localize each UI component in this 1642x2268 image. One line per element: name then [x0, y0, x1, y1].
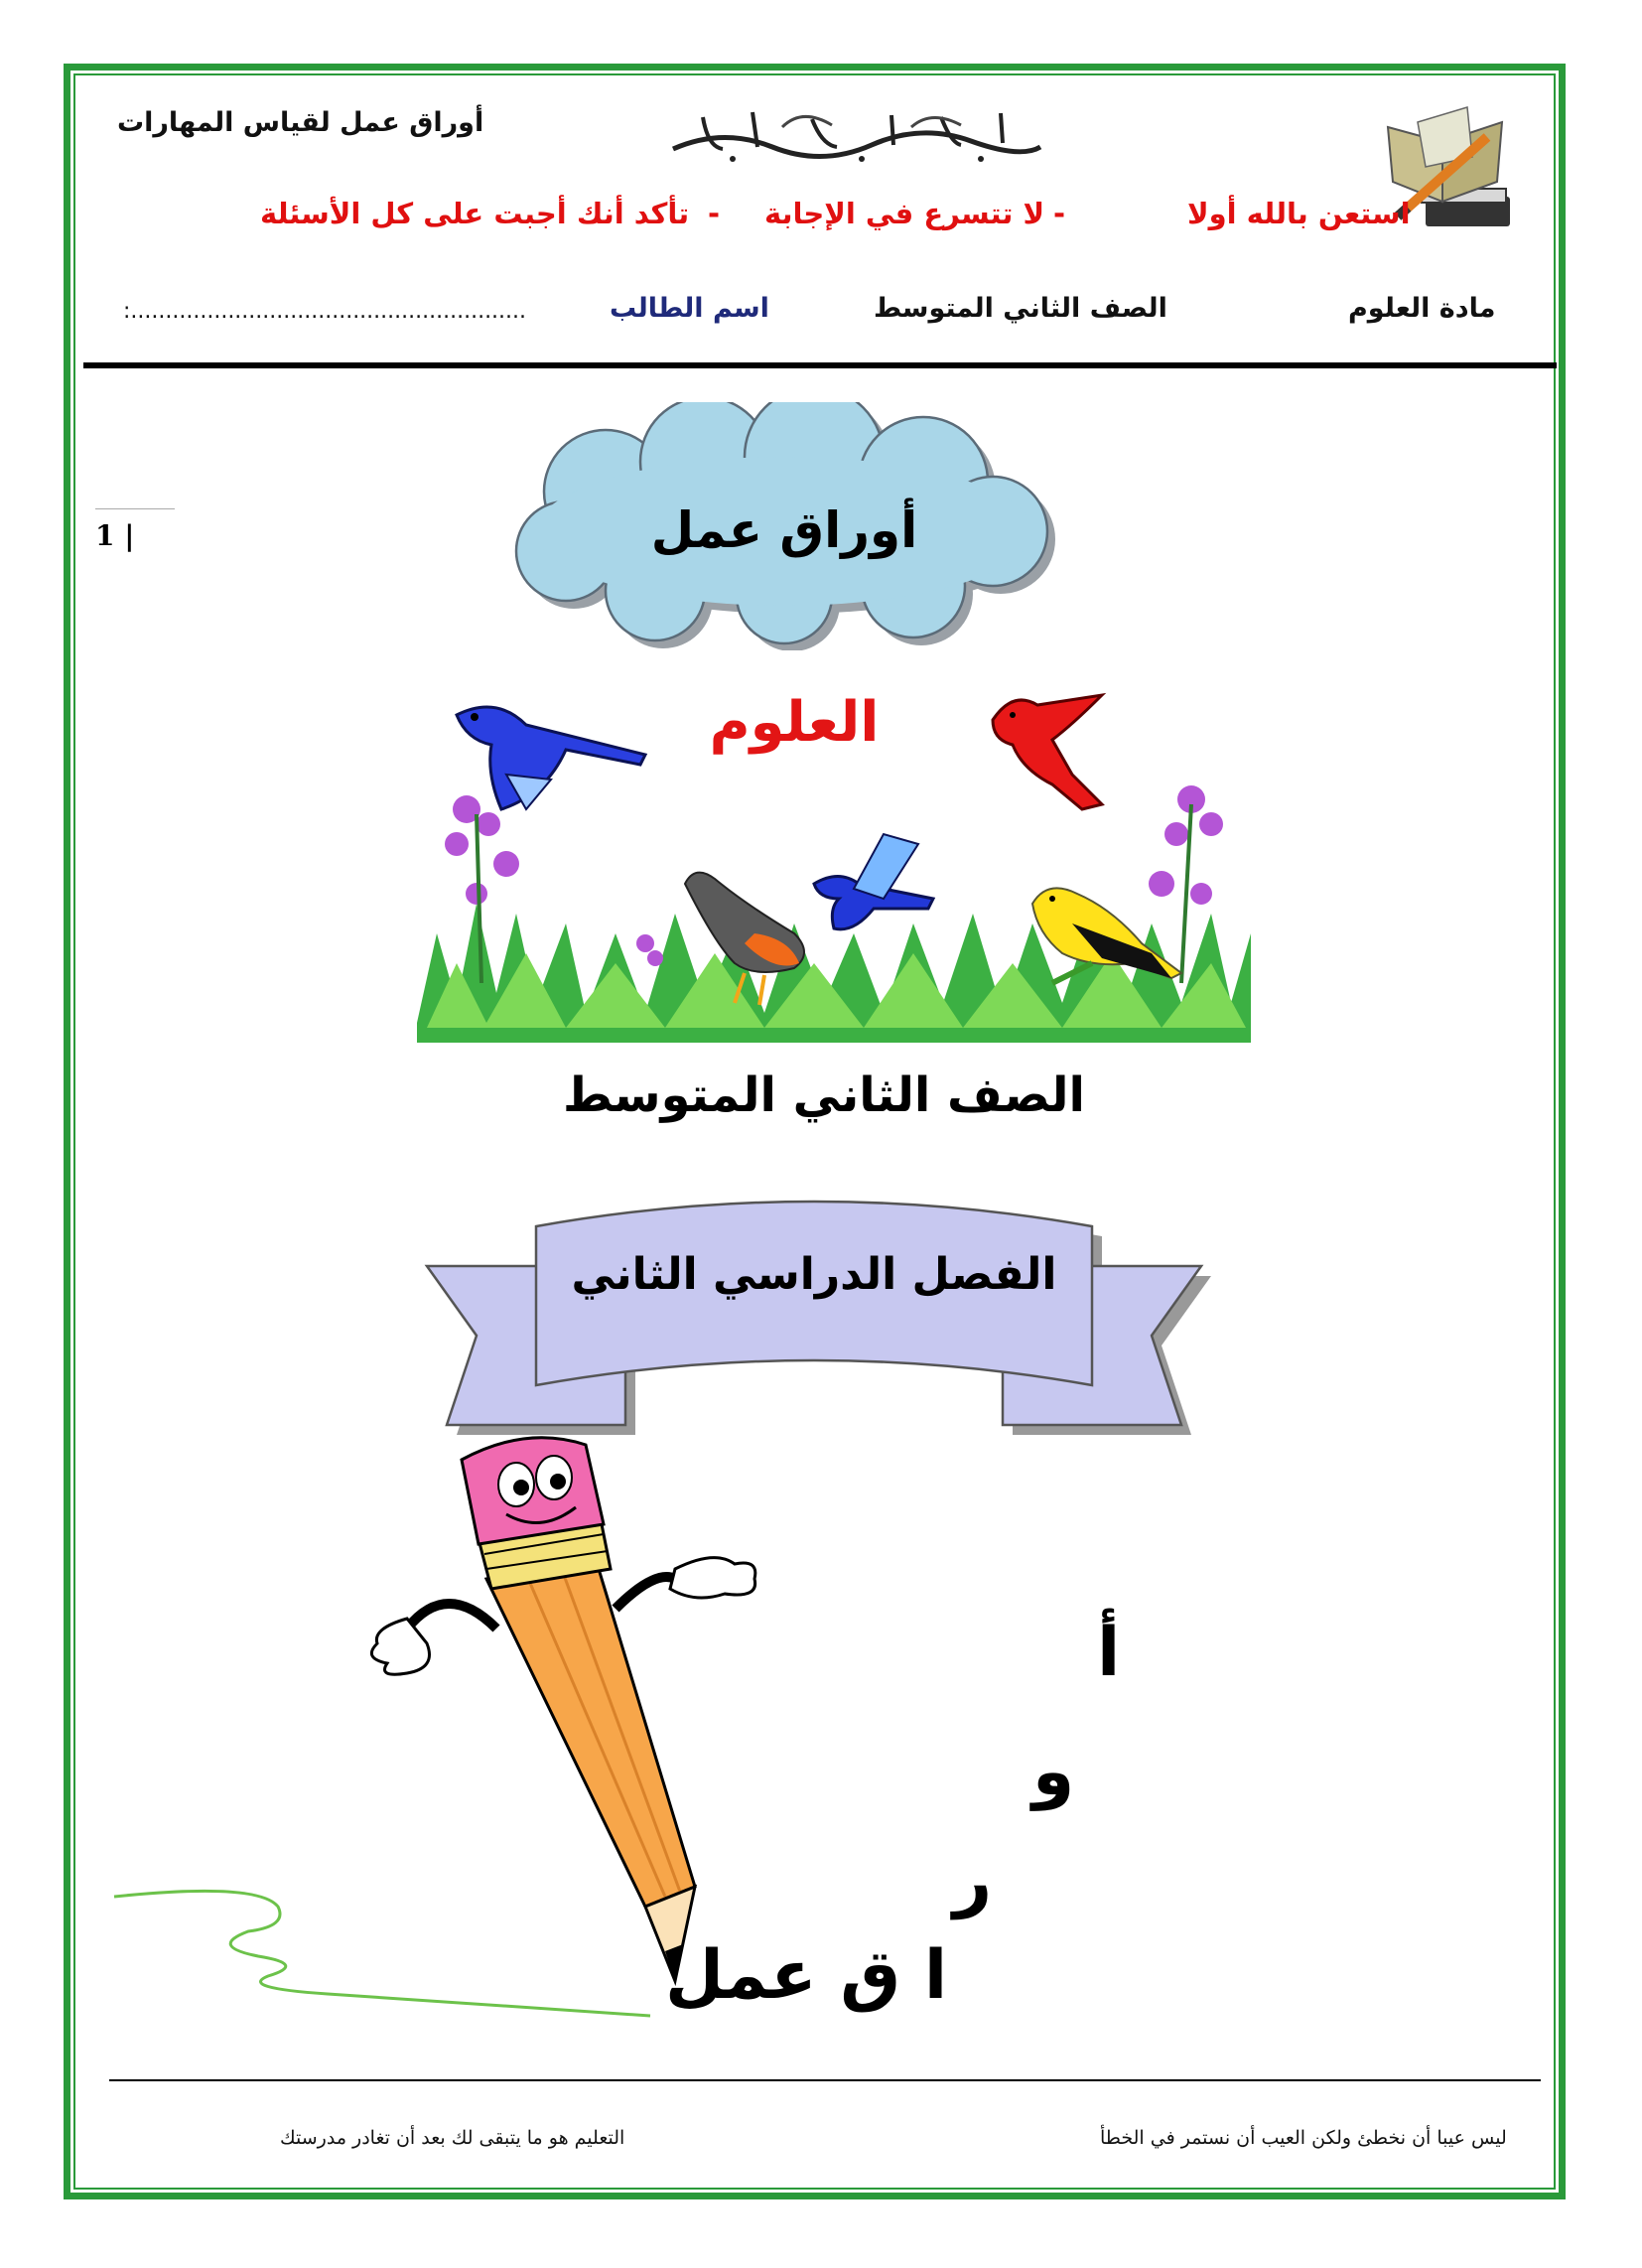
cloud-title: أوراق عمل	[650, 501, 918, 559]
vertical-letter-3: ر	[953, 1842, 993, 1920]
student-name-label: اسم الطالب	[610, 293, 769, 324]
instruction-2: لا تتسرع في الإجابة	[764, 197, 1045, 230]
page-number: 1 |	[95, 519, 135, 552]
blue-bird-middle	[814, 834, 933, 929]
grade-title: الصف الثاني المتوسط	[563, 1067, 1085, 1123]
semester-title: الفصل الدراسي الثاني	[571, 1249, 1057, 1300]
page-border-inner	[73, 73, 1556, 2190]
subject-title: العلوم	[709, 690, 880, 755]
vertical-letter-1: أ	[1097, 1614, 1121, 1692]
vertical-letter-4: ا ق عمل	[665, 1936, 948, 2015]
footer-divider	[109, 2079, 1541, 2081]
grade-label: الصف الثاني المتوسط	[874, 293, 1167, 324]
basmala-calligraphy	[663, 97, 1050, 167]
page-number-rule	[95, 508, 175, 509]
ribbon-banner	[417, 1187, 1211, 1465]
worksheet-title: أوراق عمل لقياس المهارات	[117, 107, 484, 138]
footer-right-quote: ليس عيبا أن نخطئ ولكن العيب أن نستمر في الخطأ	[1100, 2127, 1507, 2149]
instruction-separator-1: -	[1053, 197, 1066, 230]
instruction-3: تأكد أنك أجبت على كل الأسئلة	[260, 197, 690, 230]
student-name-field[interactable]: :.........................................................	[123, 299, 527, 324]
pencil-character	[367, 1430, 784, 2006]
instruction-1: استعن بالله أولا	[1187, 197, 1411, 230]
instruction-separator-2: -	[708, 197, 721, 230]
subject-label: مادة العلوم	[1348, 293, 1496, 324]
red-bird	[993, 695, 1102, 809]
blue-bird-left	[457, 707, 645, 809]
footer-left-quote: التعليم هو ما يتبقى لك بعد أن تغادر مدرستك	[280, 2127, 625, 2149]
header-divider	[83, 362, 1557, 368]
vertical-letter-2: و	[1032, 1733, 1075, 1811]
